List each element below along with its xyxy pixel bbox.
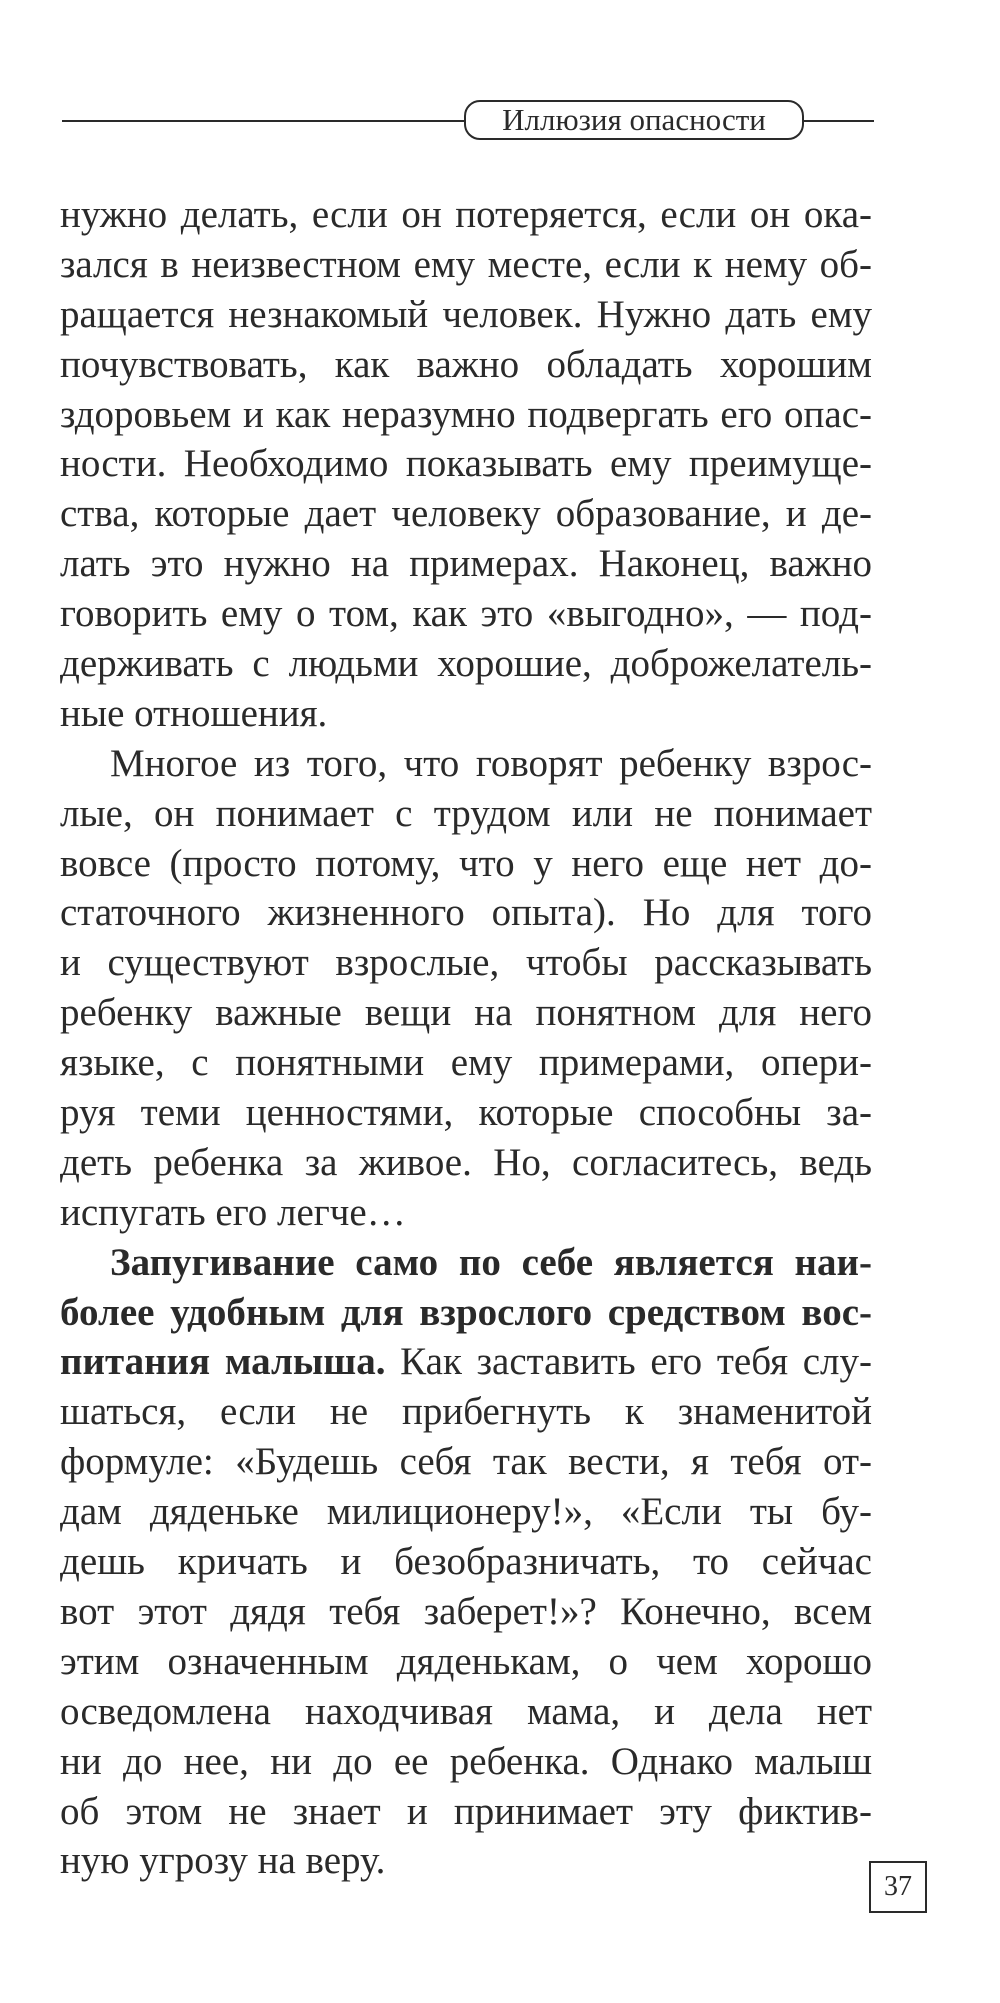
text-line: говорить ему о том, как это «выгодно», — под-: [60, 592, 872, 636]
text-line: нужно делать, если он потеряется, если он ока-: [60, 193, 872, 236]
text-line: руя теми ценностями, которые способны за-: [60, 1091, 872, 1135]
text-line: ращается незнакомый человек. Нужно дать ему: [60, 292, 872, 336]
running-header: [62, 100, 874, 144]
text-line: дам дяденьке милиционеру!», «Если ты бу-: [60, 1490, 872, 1534]
text-line: статочного жизненного опыта). Но для того: [60, 891, 872, 935]
header-rule-right: [804, 120, 874, 122]
text-line: лать это нужно на примерах. Наконец, важно: [60, 542, 872, 586]
text-line: языке, с понятными ему примерами, опери-: [60, 1041, 872, 1085]
text-line: здоровьем и как неразумно подвергать его опас-: [60, 392, 872, 436]
text-line: испугать его легче…: [60, 1190, 406, 1234]
text-line: этим означенным дяденькам, о чем хорошо: [60, 1639, 872, 1683]
text-line: осведомлена находчивая мама, и дела нет: [60, 1689, 872, 1733]
text-line: деть ребенка за живое. Но, согласитесь, ведь: [60, 1140, 872, 1184]
paragraph-3: [60, 1238, 872, 1887]
text-line: дешь кричать и безобразничать, то сейчас: [60, 1540, 872, 1584]
text-line: ные отношения.: [60, 691, 328, 735]
text-line: формуле: «Будешь себя так вести, я тебя от-: [60, 1440, 872, 1484]
text-line: почувствовать, как важно обладать хорошим: [60, 342, 872, 386]
paragraph-1: [60, 190, 872, 739]
text-line: ства, которые дает человеку образование, и де-: [60, 492, 872, 536]
page-number: 37: [869, 1861, 927, 1913]
text-line: лые, он понимает с трудом или не понимает: [60, 791, 872, 835]
bold-text: Запугивание само по себе является наи-: [110, 1240, 872, 1284]
text-line-bold: [60, 1238, 872, 1288]
text-line: вовсе (просто потому, что у него еще нет до-: [60, 841, 872, 885]
text-line: зался в неизвестном ему месте, если к нему об-: [60, 242, 872, 286]
paragraph-2: [60, 739, 872, 1238]
text-line: ности. Необходимо показывать ему преимуще-: [60, 442, 872, 486]
running-header-title: Иллюзия опасности: [464, 100, 804, 140]
body-text: [60, 190, 872, 1886]
text-line: об этом не знает и принимает эту фиктив-: [60, 1789, 872, 1833]
text-line: держивать с людьми хорошие, доброжелатель-: [60, 642, 872, 686]
text-line: вот этот дядя тебя заберет!»? Конечно, всем: [60, 1589, 872, 1633]
text-line-mixed: [60, 1337, 872, 1387]
text-line-bold: [60, 1288, 872, 1338]
header-rule-left: [62, 120, 464, 122]
regular-text: Как заставить его тебя слу-: [385, 1340, 872, 1384]
bold-text: более удобным для взрослого средством вос-: [60, 1290, 872, 1334]
bold-text: питания малыша.: [60, 1340, 386, 1384]
text-line: Многое из того, что говорят ребенку взрос-: [110, 741, 872, 785]
text-line: ребенку важные вещи на понятном для него: [60, 991, 872, 1035]
text-line: и существуют взрослые, чтобы рассказывать: [60, 941, 872, 985]
text-line: ни до нее, ни до ее ребенка. Однако малыш: [60, 1739, 872, 1783]
text-line: ную угрозу на веру.: [60, 1839, 386, 1883]
text-line: шаться, если не прибегнуть к знаменитой: [60, 1390, 872, 1434]
